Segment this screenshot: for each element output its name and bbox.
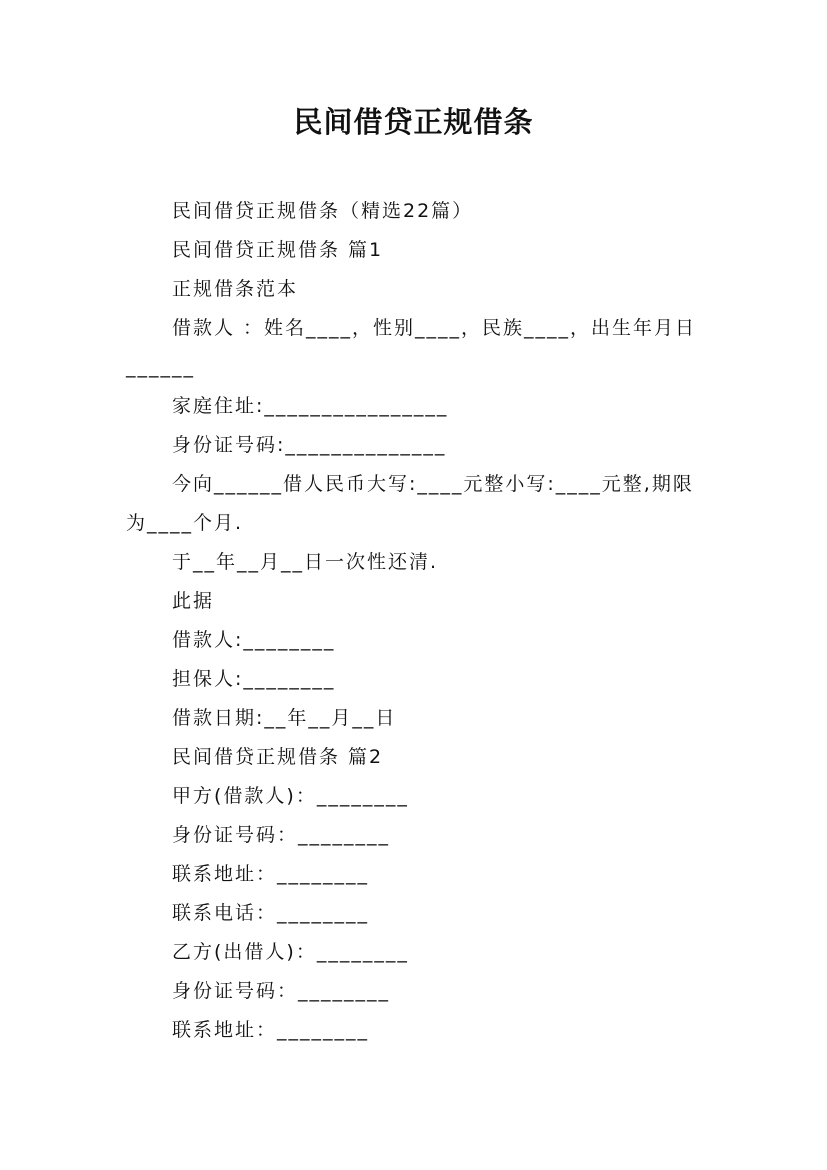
document-title: 民间借贷正规借条: [293, 105, 534, 139]
paragraph-section-2-heading: 民间借贷正规借条 篇2: [172, 746, 384, 768]
paragraph-repayment-date: 于__年__月__日一次性还清.: [172, 551, 439, 573]
paragraph-party-a-phone: 联系电话：________: [172, 902, 370, 924]
paragraph-guarantor-signature: 担保人:________: [172, 668, 336, 690]
paragraph-id-number: 身份证号码:______________: [172, 434, 447, 456]
paragraph-loan-date: 借款日期:__年__月__日: [172, 707, 397, 729]
paragraph-party-b-id: 身份证号码：________: [172, 980, 391, 1002]
paragraph-template-title: 正规借条范本: [172, 278, 299, 300]
paragraph-party-b: 乙方(出借人)：________: [172, 941, 409, 963]
paragraph-hereby: 此据: [172, 590, 215, 612]
paragraph-borrower-info: 借款人 ：姓名____，性别____，民族____，出生年月日______: [126, 317, 697, 378]
paragraph-party-b-address: 联系地址：________: [172, 1019, 370, 1041]
paragraph-section-1-heading: 民间借贷正规借条 篇1: [172, 239, 384, 261]
paragraph-intro: 民间借贷正规借条（精选22篇）: [172, 200, 474, 222]
paragraph-loan-amount: 今向______借人民币大写:____元整小写:____元整,期限为____个月.: [126, 473, 694, 534]
paragraph-party-a-id: 身份证号码：________: [172, 824, 391, 846]
document-body: [126, 192, 706, 1050]
paragraph-borrower-signature: 借款人:________: [172, 629, 336, 651]
paragraph-party-a-address: 联系地址：________: [172, 863, 370, 885]
paragraph-home-address: 家庭住址:________________: [172, 395, 449, 417]
paragraph-party-a: 甲方(借款人)：________: [172, 785, 409, 807]
